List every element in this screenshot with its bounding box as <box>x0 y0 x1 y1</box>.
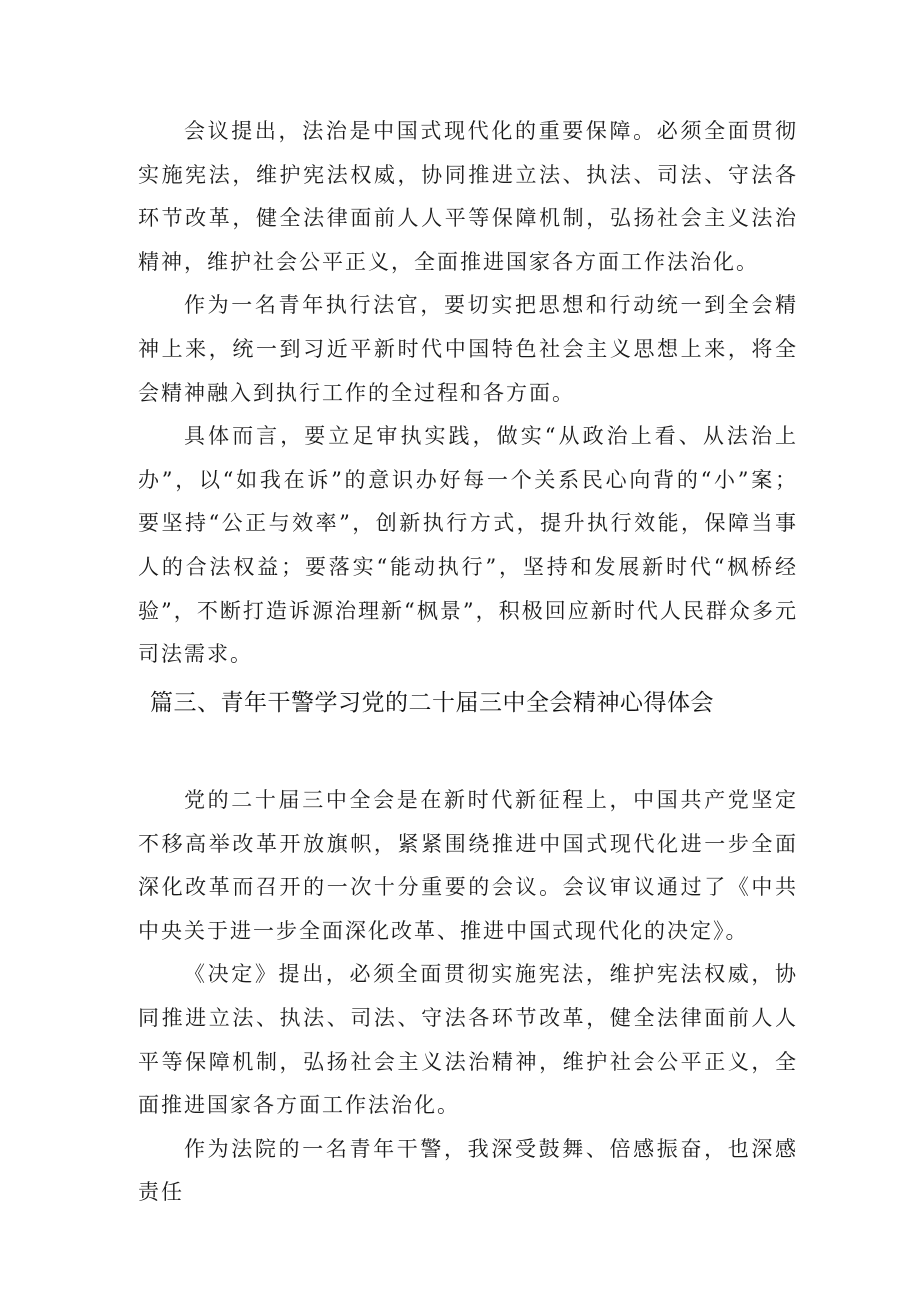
paragraph: 《决定》提出，必须全面贯彻实施宪法，维护宪法权威，协同推进立法、执法、司法、守法各环节改革，健全法律面前人人平等保障机制，弘扬社会主义法治精神，维护社会公平正义，全面推进国家各方面工作法治化。 <box>138 962 798 1118</box>
paragraph: 会议提出，法治是中国式现代化的重要保障。必须全面贯彻实施宪法，维护宪法权威，协同推进立法、执法、司法、守法各环节改革，健全法律面前人人平等保障机制，弘扬社会主义法治精神，维护社会公平正义，全面推进国家各方面工作法治化。 <box>138 119 798 274</box>
paragraph: 党的二十届三中全会是在新时代新征程上，中国共产党坚定不移高举改革开放旗帜，紧紧围绕推进中国式现代化进一步全面深化改革而召开的一次十分重要的会议。会议审议通过了《中共中央关于进一步全面深化改革、推进中国式现代化的决定》。 <box>138 788 798 943</box>
section-two <box>138 779 798 1215</box>
paragraph: 作为法院的一名青年干警，我深受鼓舞、倍感振奋，也深感责任 <box>138 1136 798 1205</box>
paragraph: 作为一名青年执行法官，要切实把思想和行动统一到全会精神上来，统一到习近平新时代中国特色社会主义思想上来，将全会精神融入到执行工作的全过程和各方面。 <box>138 293 798 405</box>
section-heading: 篇三、青年干警学习党的二十届三中全会精神心得体会 <box>150 690 714 716</box>
section-one <box>138 110 798 677</box>
paragraph: 具体而言，要立足审执实践，做实“从政治上看、从法治上办”，以“如我在诉”的意识办好每一个关系民心向背的“小”案；要坚持“公正与效率”，创新执行方式，提升执行效能，保障当事人的合法权益；要落实“能动执行”，坚持和发展新时代“枫桥经验”，不断打造诉源治理新“枫景”，积极回应新时代人民群众多元司法需求。 <box>138 424 798 667</box>
